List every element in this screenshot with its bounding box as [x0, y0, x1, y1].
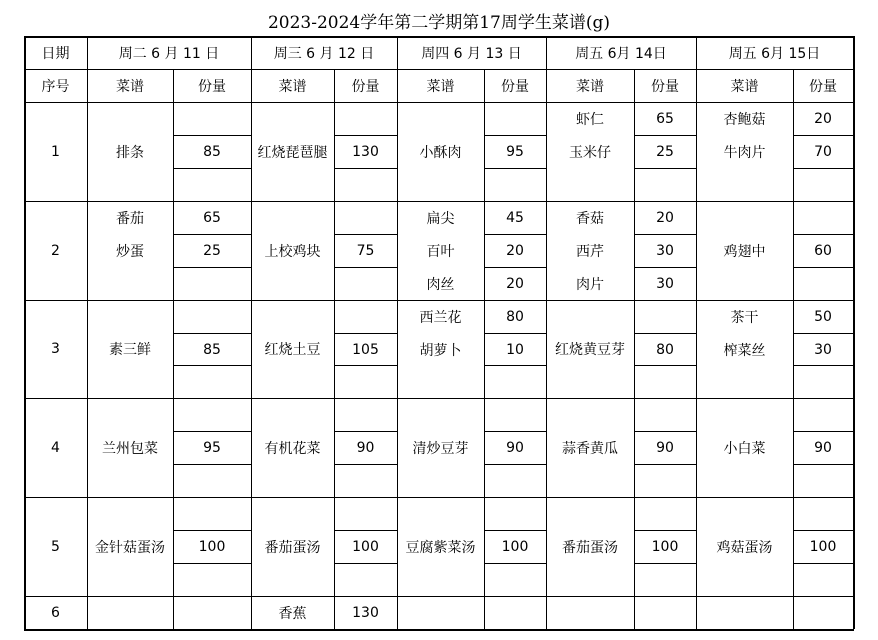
quantity-cell: 90: [656, 439, 674, 456]
dish-name: 金针菇蛋汤: [95, 539, 165, 556]
quantity-cell: 80: [656, 341, 674, 358]
quantity-cell: [634, 168, 696, 201]
quantity-cell: [793, 563, 853, 596]
quantity-cell: 90: [814, 439, 832, 456]
quantity-cell: 10: [506, 341, 524, 358]
dish-name: 蒜香黄瓜: [562, 440, 618, 457]
dish-name: 鸡菇蛋汤: [716, 539, 773, 556]
row-number: 6: [51, 604, 60, 621]
quantity-cell: 100: [352, 538, 379, 555]
quantity-cell: [484, 596, 546, 629]
day-header: 周五 6月 14日: [575, 45, 667, 62]
dish-name: 素三鲜: [109, 342, 151, 358]
dish-name: 肉片: [576, 276, 604, 293]
dish-name: 茶干: [730, 309, 759, 326]
quantity-cell: [793, 464, 853, 497]
dish-name: 香蕉: [278, 605, 307, 622]
quantity-cell: 75: [356, 242, 375, 259]
qty-header: 份量: [651, 78, 679, 95]
quantity-cell: 65: [656, 110, 674, 127]
quantity-cell: 20: [656, 209, 674, 226]
quantity-cell: [793, 267, 853, 300]
dish-name: 鸡翅中: [723, 243, 766, 260]
dish-name: [696, 596, 793, 629]
quantity-cell: [634, 596, 696, 629]
quantity-cell: [334, 267, 397, 300]
dish-name: 百叶: [426, 243, 455, 260]
quantity-cell: [334, 398, 397, 431]
row-divider: [24, 629, 854, 631]
column-divider: [853, 36, 855, 629]
quantity-cell: [334, 102, 397, 135]
quantity-cell: 95: [506, 143, 524, 160]
quantity-cell: [484, 398, 546, 431]
dish-name: 榨菜丝: [723, 342, 766, 359]
dish-name: 小酥肉: [419, 144, 462, 161]
quantity-cell: 25: [656, 143, 674, 160]
dish-name: 香菇: [576, 210, 604, 227]
quantity-cell: 100: [198, 538, 226, 555]
dish-name: 红烧土豆: [264, 342, 321, 358]
dish-name: [546, 596, 634, 629]
quantity-cell: [484, 168, 546, 201]
quantity-cell: [173, 365, 251, 398]
date-header: 日期: [41, 45, 70, 62]
dish-name: 西兰花: [419, 309, 462, 326]
quantity-cell: [634, 300, 696, 333]
quantity-cell: 90: [356, 439, 375, 456]
quantity-cell: 25: [203, 242, 221, 259]
dish-header: 菜谱: [116, 78, 144, 95]
dish-name: [696, 365, 793, 398]
quantity-cell: 85: [203, 143, 221, 160]
quantity-cell: [334, 168, 397, 201]
quantity-cell: [793, 168, 853, 201]
quantity-cell: 130: [352, 604, 379, 621]
quantity-cell: [334, 201, 397, 234]
quantity-cell: [484, 464, 546, 497]
quantity-cell: [793, 201, 853, 234]
quantity-cell: [793, 497, 853, 530]
dish-name: 有机花菜: [264, 440, 321, 457]
dish-name: 排条: [116, 144, 144, 161]
quantity-cell: [173, 596, 251, 629]
dish-name: 番茄蛋汤: [264, 539, 321, 556]
quantity-cell: [634, 398, 696, 431]
page-title: 2023-2024学年第二学期第17周学生菜谱(g): [267, 13, 611, 33]
quantity-cell: [334, 300, 397, 333]
dish-name: [696, 168, 793, 201]
dish-name: 番茄蛋汤: [562, 539, 618, 556]
dish-header: 菜谱: [426, 78, 455, 95]
day-header: 周五 6月 15日: [728, 45, 821, 62]
quantity-cell: [173, 563, 251, 596]
quantity-cell: [173, 267, 251, 300]
quantity-cell: 95: [203, 439, 221, 456]
row-number: 4: [51, 439, 60, 456]
quantity-cell: [173, 102, 251, 135]
dish-name: [397, 365, 484, 398]
quantity-cell: [634, 497, 696, 530]
quantity-cell: 50: [814, 308, 832, 325]
quantity-cell: [484, 102, 546, 135]
quantity-cell: 20: [506, 275, 524, 292]
dish-name: 肉丝: [426, 276, 455, 293]
day-header: 周四 6 月 13 日: [421, 45, 522, 62]
dish-name: 玉米仔: [569, 144, 611, 161]
quantity-cell: [173, 497, 251, 530]
dish-name: 杏鲍菇: [723, 111, 766, 128]
quantity-cell: 30: [656, 275, 674, 292]
dish-name: 红烧黄豆芽: [555, 342, 625, 358]
dish-name: 小白菜: [723, 440, 766, 457]
quantity-cell: 130: [352, 143, 379, 160]
dish-name: [397, 596, 484, 629]
quantity-cell: [634, 563, 696, 596]
quantity-cell: [634, 464, 696, 497]
dish-name: 炒蛋: [116, 243, 144, 260]
dish-name: 牛肉片: [723, 144, 766, 161]
quantity-cell: [173, 300, 251, 333]
quantity-cell: [173, 168, 251, 201]
qty-header: 份量: [198, 78, 226, 95]
row-number: 1: [51, 143, 60, 160]
quantity-cell: 60: [814, 242, 832, 259]
dish-name: 上校鸡块: [264, 243, 321, 260]
quantity-cell: 70: [814, 143, 832, 160]
dish-name: 红烧琵琶腿: [257, 144, 328, 161]
dish-header: 菜谱: [576, 78, 604, 95]
quantity-cell: [484, 563, 546, 596]
quantity-cell: 30: [814, 341, 832, 358]
quantity-cell: 20: [506, 242, 524, 259]
quantity-cell: 105: [352, 341, 379, 358]
quantity-cell: 30: [656, 242, 674, 259]
quantity-cell: [334, 497, 397, 530]
quantity-cell: [484, 365, 546, 398]
quantity-cell: [173, 464, 251, 497]
dish-name: [87, 596, 173, 629]
day-header: 周三 6 月 12 日: [273, 45, 375, 62]
quantity-cell: 20: [814, 110, 832, 127]
qty-header: 份量: [809, 78, 837, 95]
row-number: 2: [51, 242, 60, 259]
row-number: 3: [51, 341, 60, 357]
quantity-cell: [334, 563, 397, 596]
dish-name: 豆腐紫菜汤: [405, 539, 476, 556]
day-header: 周二 6 月 11 日: [118, 45, 220, 62]
quantity-cell: 90: [506, 439, 524, 456]
quantity-cell: 65: [203, 209, 221, 226]
dish-name: 兰州包菜: [102, 440, 158, 457]
quantity-cell: 100: [501, 538, 529, 555]
quantity-cell: 100: [651, 538, 679, 555]
quantity-cell: 85: [203, 341, 221, 358]
quantity-cell: [634, 365, 696, 398]
dish-header: 菜谱: [278, 78, 307, 95]
quantity-cell: [793, 365, 853, 398]
dish-name: [87, 267, 173, 300]
quantity-cell: [173, 398, 251, 431]
qty-header: 份量: [351, 78, 380, 95]
dish-name: [546, 168, 634, 201]
dish-name: 胡萝卜: [419, 342, 462, 359]
quantity-cell: [793, 596, 853, 629]
seq-header: 序号: [41, 78, 70, 95]
quantity-cell: [334, 365, 397, 398]
dish-name: 清炒豆芽: [412, 440, 469, 457]
dish-name: 番茄: [116, 210, 144, 227]
dish-header: 菜谱: [730, 78, 759, 95]
row-number: 5: [51, 538, 60, 555]
quantity-cell: [334, 464, 397, 497]
quantity-cell: [484, 497, 546, 530]
quantity-cell: [793, 398, 853, 431]
dish-name: 西芹: [576, 243, 604, 260]
dish-name: 扁尖: [426, 210, 455, 227]
dish-name: 虾仁: [576, 111, 604, 128]
quantity-cell: 100: [809, 538, 837, 555]
qty-header: 份量: [501, 78, 529, 95]
quantity-cell: 80: [506, 308, 524, 325]
quantity-cell: 45: [506, 209, 524, 226]
